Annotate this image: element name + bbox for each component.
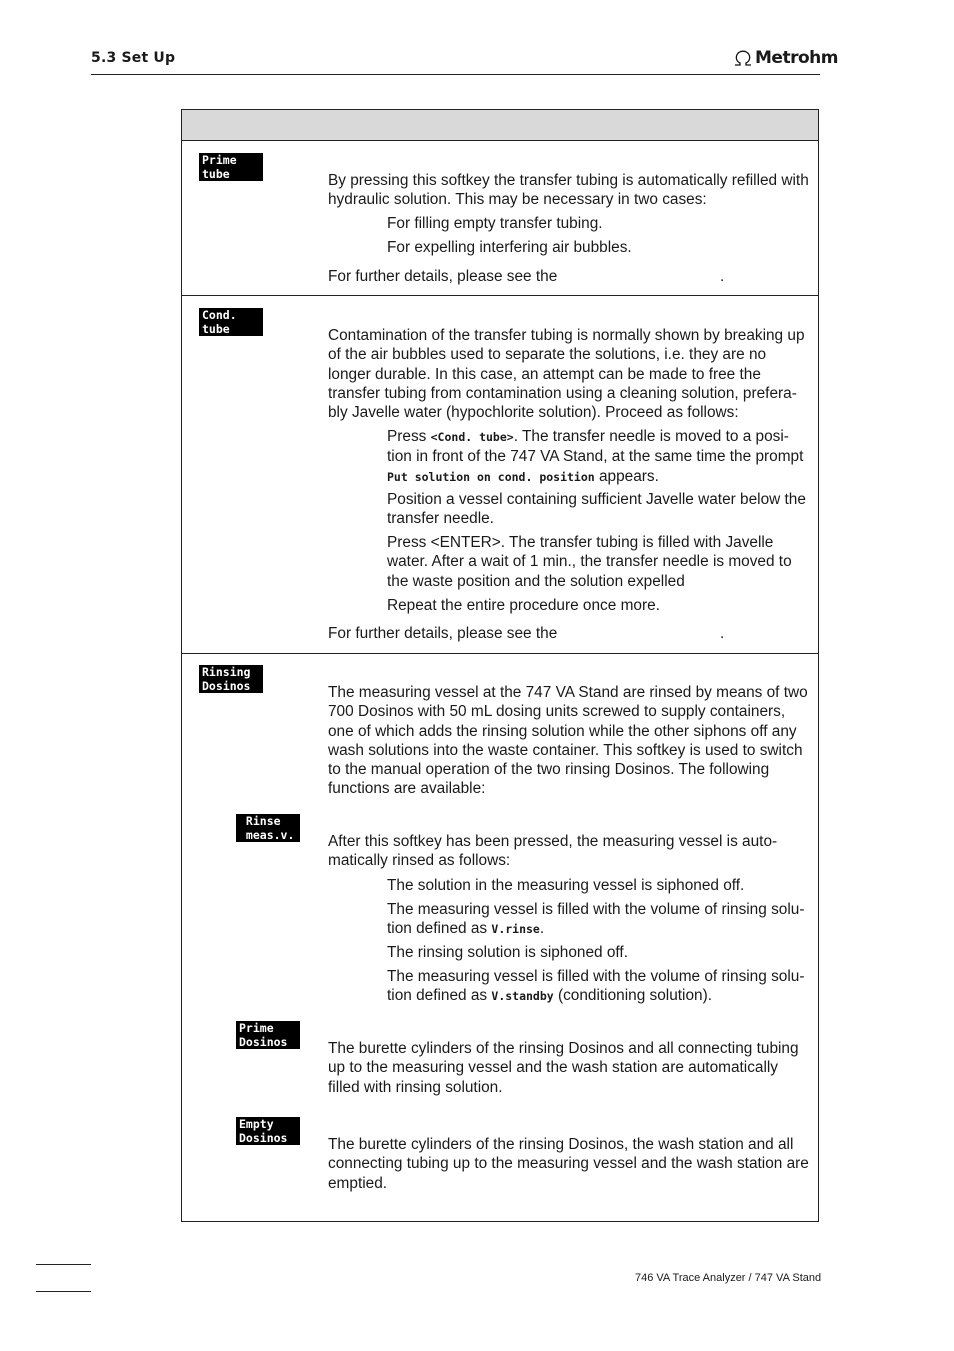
metrohm-omega-icon [733,50,753,66]
step-text: The measuring vessel is filled with the volume of rinsing solu-tion defined as [387,901,805,938]
softkey-empty-dosinos: Empty Dosinos [236,1117,300,1145]
param-ref: V.standby [491,989,554,1004]
further-text: For further details, please see the [328,268,558,285]
list-item [387,427,812,487]
row-separator [182,295,818,296]
param-ref: V.rinse [491,922,540,937]
step-text: . [539,920,545,938]
softkey-rinsing-dosinos: Rinsing Dosinos [199,665,263,693]
softkey-ref: <Cond. tube> [430,430,514,444]
footer-text: 746 VA Trace Analyzer / 747 VA Stand [635,1272,822,1284]
softkey-rinse-meas-v: Rinse meas.v. [236,814,300,842]
softkey-prime-dosinos: Prime Dosinos [236,1021,300,1049]
list-item [387,900,812,940]
table-header [182,110,818,141]
step-text: appears. [594,467,659,485]
list-item: Press <ENTER>. The transfer tubing is filled with Javelle water. After a wait of 1 min., the transfer needle is moved to the waste position and the solution expelled [387,534,792,590]
prompt-ref: Put solution on cond. position [387,469,595,484]
further-end: . [720,625,725,642]
row-text: Contamination of the transfer tubing is normally shown by breaking up of the air bubbles used to separate the solutions, i.e. they are no longer durable. In this case, an attempt can be made to free the transfer tubing from contamination using a cleaning solution, prefera-bly Javelle water (hypochlorite solution). Proceed as follows: [328,327,805,422]
list-item: Repeat the entire procedure once more. [387,597,660,614]
further-end: . [720,268,725,285]
list-item: For filling empty transfer tubing. [387,215,603,232]
row-separator [182,653,818,654]
sub-text: After this softkey has been pressed, the measuring vessel is auto-matically rinsed as follows: [328,833,778,870]
footer-rule [36,1264,91,1265]
list-item: Position a vessel containing sufficient Javelle water below the transfer needle. [387,491,806,528]
brand-logo [733,48,838,68]
step-text: Press [387,428,431,445]
further-text: For further details, please see the [328,625,558,642]
header-rule [91,74,820,75]
further-details [328,267,810,286]
softkey-table [181,109,819,1222]
section-title: 5.3 Set Up [91,50,176,66]
brand-name: Metrohm [755,48,838,68]
row-text: By pressing this softkey the transfer tubing is automatically refilled with hydraulic solution. This may be necessary in two cases: [328,172,809,209]
step-text: . The transfer needle is moved to a posi-tion in front of the 747 VA Stand, at the same time the prompt [387,428,804,466]
softkey-cond-tube: Cond. tube [199,308,263,336]
further-details [328,624,810,643]
list-item: The solution in the measuring vessel is siphoned off. [387,877,745,894]
sub-text: The burette cylinders of the rinsing Dosinos and all connecting tubing up to the measuring vessel and the wash station are automatically filled with rinsing solution. [328,1040,799,1096]
row-text: The measuring vessel at the 747 VA Stand are rinsed by means of two 700 Dosinos with 50 mL dosing units screwed to supply containers, one of which adds the rinsing solution while the other siphons off any wash solutions into the waste container. This softkey is used to switch to the manual operation of the two rinsing Dosinos. The following functions are available: [328,684,808,798]
list-item: For expelling interfering air bubbles. [387,239,632,256]
sub-text: The burette cylinders of the rinsing Dosinos, the wash station and all connecting tubing up to the measuring vessel and the wash station are emptied. [328,1136,809,1192]
step-text: (conditioning solution). [553,987,712,1005]
step-text: The measuring vessel is filled with the volume of rinsing solu-tion defined as [387,968,805,1005]
softkey-prime-tube: Prime tube [199,153,263,181]
footer-rule [36,1291,91,1292]
list-item: The rinsing solution is siphoned off. [387,944,628,961]
list-item [387,967,812,1007]
